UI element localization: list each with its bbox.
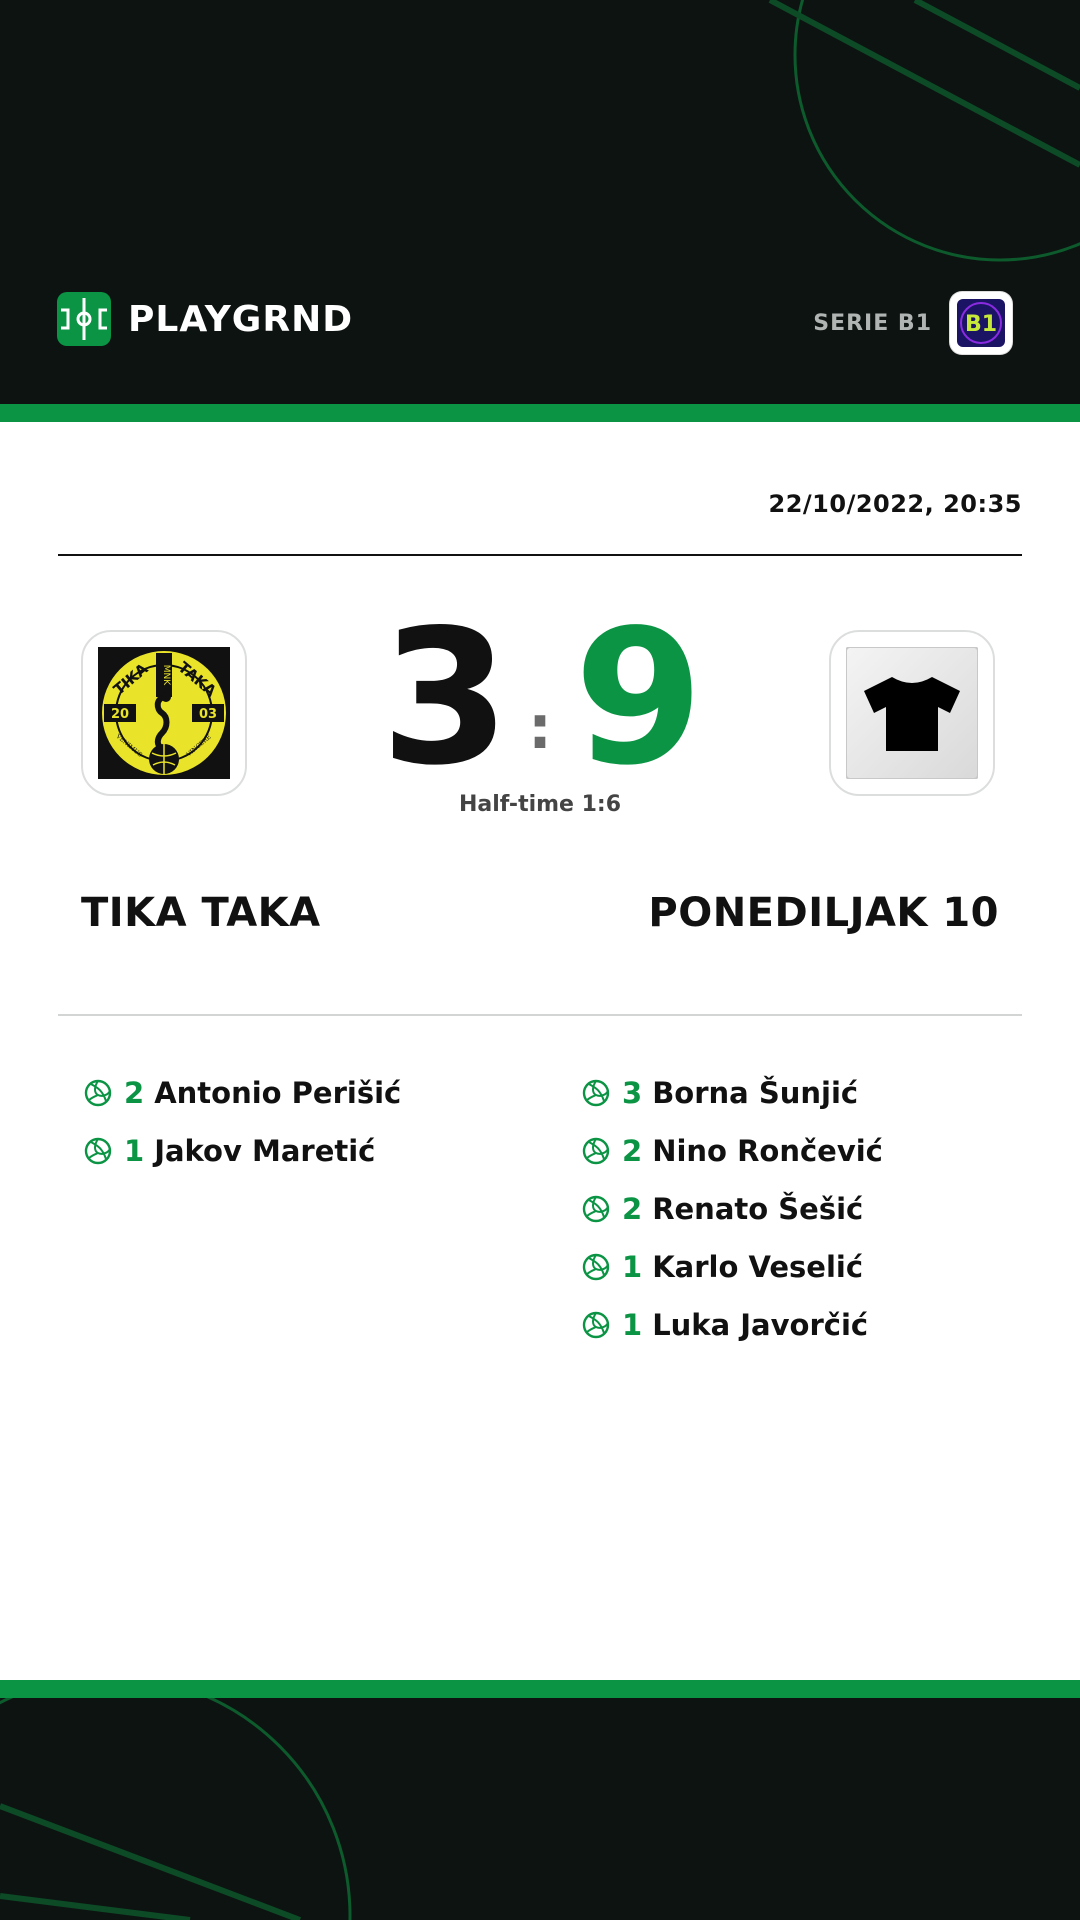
player-name: Nino Rončević	[652, 1134, 883, 1168]
player-name: Luka Javorčić	[652, 1308, 869, 1342]
home-scorers	[84, 1064, 401, 1180]
scorer-row	[84, 1122, 401, 1180]
ball-icon	[582, 1253, 610, 1281]
divider	[58, 554, 1022, 556]
league	[813, 292, 1012, 354]
header	[0, 0, 1080, 404]
shirt-icon	[846, 647, 978, 779]
ball-icon	[582, 1079, 610, 1107]
scorer-row	[582, 1122, 883, 1180]
league-badge	[950, 292, 1012, 354]
svg-text:VINCERE: VINCERE	[185, 733, 213, 759]
tika-taka-crest	[98, 647, 230, 779]
league-name: SERIE B1	[813, 310, 932, 336]
away-team-logo	[829, 630, 995, 796]
svg-text:VENIMUS: VENIMUS	[114, 732, 144, 759]
away-score: 9	[574, 589, 700, 806]
pitch-icon	[57, 292, 111, 346]
goal-count: 2	[622, 1192, 643, 1226]
goal-count: 3	[622, 1076, 643, 1110]
goal-count: 2	[622, 1134, 643, 1168]
ball-icon	[582, 1137, 610, 1165]
scorer-row	[582, 1296, 883, 1354]
ball-icon	[84, 1079, 112, 1107]
away-scorers	[582, 1064, 883, 1354]
player-name: Jakov Maretić	[154, 1134, 376, 1168]
pitch-decoration	[0, 1698, 1080, 1920]
match-datetime: 22/10/2022, 20:35	[768, 490, 1022, 518]
accent-bar-bottom	[0, 1680, 1080, 1698]
goal-count: 1	[622, 1250, 643, 1284]
home-team-logo	[81, 630, 247, 796]
ball-icon	[582, 1195, 610, 1223]
svg-text:TIKA: TIKA	[110, 659, 152, 699]
player-name: Antonio Perišić	[154, 1076, 402, 1110]
scorer-row	[582, 1238, 883, 1296]
goal-count: 2	[124, 1076, 145, 1110]
score-separator: :	[528, 693, 552, 763]
accent-bar-top	[0, 404, 1080, 422]
brand-name: PLAYGRND	[128, 298, 354, 340]
goal-count: 1	[622, 1308, 643, 1342]
goal-count: 1	[124, 1134, 145, 1168]
home-score: 3	[380, 589, 506, 806]
scorer-row	[582, 1180, 883, 1238]
ball-icon	[582, 1311, 610, 1339]
svg-text:MNK: MNK	[161, 664, 171, 686]
player-name: Renato Šešić	[652, 1192, 864, 1226]
league-badge-text: B1	[964, 312, 998, 337]
halftime-score: Half-time 1:6	[458, 792, 622, 817]
divider	[58, 1014, 1022, 1016]
player-name: Karlo Veselić	[652, 1250, 864, 1284]
brand	[57, 292, 353, 346]
scorer-row	[582, 1064, 883, 1122]
svg-text:TAKA: TAKA	[174, 658, 220, 701]
player-name: Borna Šunjić	[652, 1076, 859, 1110]
home-team-name: TIKA TAKA	[81, 890, 321, 936]
away-team-name: PONEDILJAK 10	[648, 890, 999, 936]
scorer-row	[84, 1064, 401, 1122]
svg-text:03: 03	[198, 707, 218, 722]
footer	[0, 1698, 1080, 1920]
ball-icon	[84, 1137, 112, 1165]
svg-text:20: 20	[110, 707, 130, 722]
